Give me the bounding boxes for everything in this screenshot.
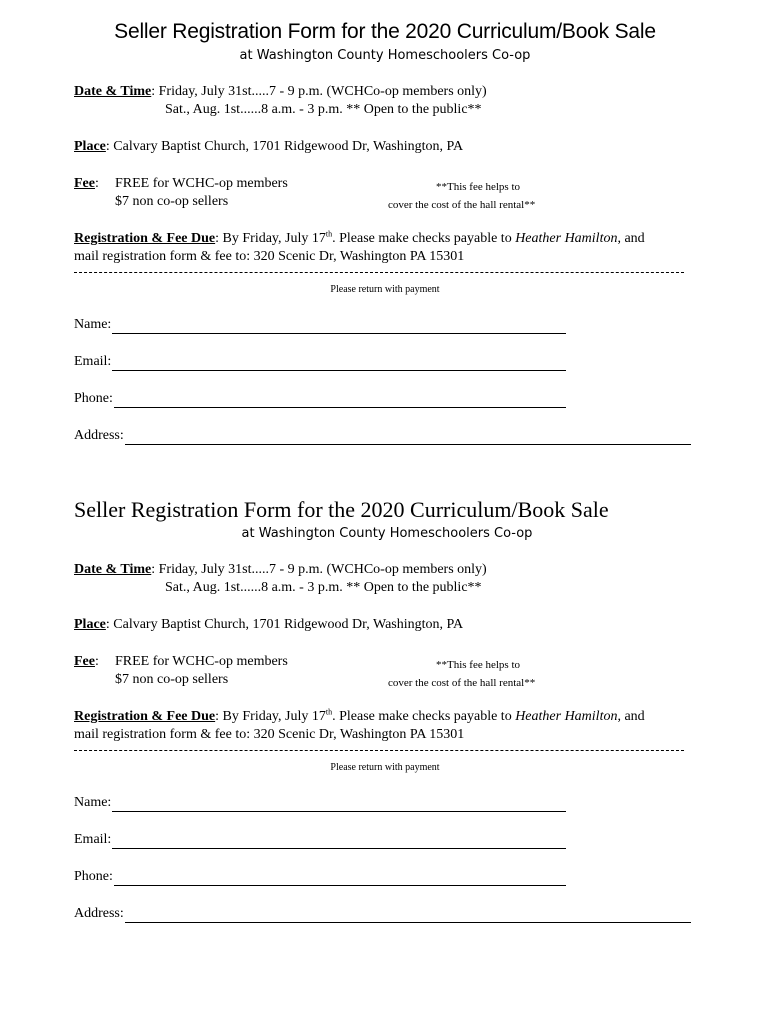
registration-due-line: Registration & Fee Due: By Friday, July 17th. Please make checks payable to Heather Hamilton, and: [74, 707, 645, 724]
date-time-text-1: : Friday, July 31st.....7 - 9 p.m. (WCHCo-op members only): [151, 84, 487, 99]
fee-note-2: cover the cost of the hall rental**: [388, 199, 536, 211]
address-label: Address:: [74, 428, 124, 443]
address-label: Address:: [74, 906, 124, 921]
email-field[interactable]: [74, 353, 566, 371]
address-input-line[interactable]: [125, 430, 691, 445]
registration-due-label: Registration & Fee Due: [74, 709, 216, 724]
mail-address-line: mail registration form & fee to: 320 Scenic Dr, Washington PA 15301: [74, 249, 465, 264]
registration-due-label: Registration & Fee Due: [74, 231, 216, 246]
address-input-line[interactable]: [125, 908, 691, 923]
fee-non-members: $7 non co-op sellers: [115, 194, 229, 209]
fee-note-1: **This fee helps to: [436, 181, 521, 193]
form-subtitle: at Washington County Homeschoolers Co-op: [239, 48, 531, 63]
place-line: [74, 138, 463, 156]
name-label: Name:: [74, 317, 112, 332]
name-input-line[interactable]: [112, 797, 566, 812]
cut-line: [74, 750, 684, 751]
name-input-line[interactable]: [112, 319, 566, 334]
return-note: Please return with payment: [330, 284, 440, 295]
phone-input-line[interactable]: [114, 393, 566, 408]
name-label: Name:: [74, 795, 112, 810]
phone-field[interactable]: [74, 868, 566, 886]
form-title: Seller Registration Form for the 2020 Curriculum/Book Sale: [114, 20, 656, 43]
fee-non-members: $7 non co-op sellers: [115, 672, 229, 687]
email-label: Email:: [74, 354, 112, 369]
date-time-label: Date & Time: [74, 562, 152, 577]
date-time-line: [74, 83, 487, 101]
payee-name: Heather Hamilton: [515, 709, 618, 724]
fee-line: Fee:: [74, 176, 99, 191]
return-note: Please return with payment: [330, 762, 440, 773]
phone-field[interactable]: [74, 390, 566, 408]
place-text: : Calvary Baptist Church, 1701 Ridgewood Dr, Washington, PA: [105, 139, 464, 154]
address-field[interactable]: [74, 427, 691, 445]
name-field[interactable]: [74, 316, 566, 334]
fee-members: FREE for WCHC-op members: [115, 654, 288, 669]
date-time-text-2: Sat., Aug. 1st......8 a.m. - 3 p.m. ** Open to the public**: [165, 580, 482, 595]
fee-label: Fee: [74, 176, 95, 191]
fee-members: FREE for WCHC-op members: [115, 176, 288, 191]
address-field[interactable]: [74, 905, 691, 923]
registration-due-line: Registration & Fee Due: By Friday, July 17th. Please make checks payable to Heather Hamilton, and: [74, 229, 645, 246]
place-label: Place: [74, 617, 106, 632]
email-input-line[interactable]: [112, 356, 566, 371]
place-label: Place: [74, 139, 106, 154]
place-line: [74, 616, 463, 634]
email-label: Email:: [74, 832, 112, 847]
payee-name: Heather Hamilton: [515, 231, 618, 246]
phone-input-line[interactable]: [114, 871, 566, 886]
form-subtitle: at Washington County Homeschoolers Co-op: [241, 526, 533, 541]
name-field[interactable]: [74, 794, 566, 812]
date-time-line: [74, 561, 487, 579]
fee-note-1: **This fee helps to: [436, 659, 521, 671]
email-input-line[interactable]: [112, 834, 566, 849]
place-text: : Calvary Baptist Church, 1701 Ridgewood Dr, Washington, PA: [105, 617, 464, 632]
mail-address-line: mail registration form & fee to: 320 Scenic Dr, Washington PA 15301: [74, 727, 465, 742]
fee-label: Fee: [74, 654, 95, 669]
fee-line: Fee:: [74, 654, 99, 669]
phone-label: Phone:: [74, 869, 113, 884]
date-time-text-2: Sat., Aug. 1st......8 a.m. - 3 p.m. ** Open to the public**: [165, 102, 482, 117]
cut-line: [74, 272, 684, 273]
date-time-text-1: : Friday, July 31st.....7 - 9 p.m. (WCHCo-op members only): [151, 562, 487, 577]
date-time-label: Date & Time: [74, 84, 152, 99]
fee-note-2: cover the cost of the hall rental**: [388, 677, 536, 689]
phone-label: Phone:: [74, 391, 113, 406]
email-field[interactable]: [74, 831, 566, 849]
form-title: Seller Registration Form for the 2020 Curriculum/Book Sale: [74, 497, 609, 522]
